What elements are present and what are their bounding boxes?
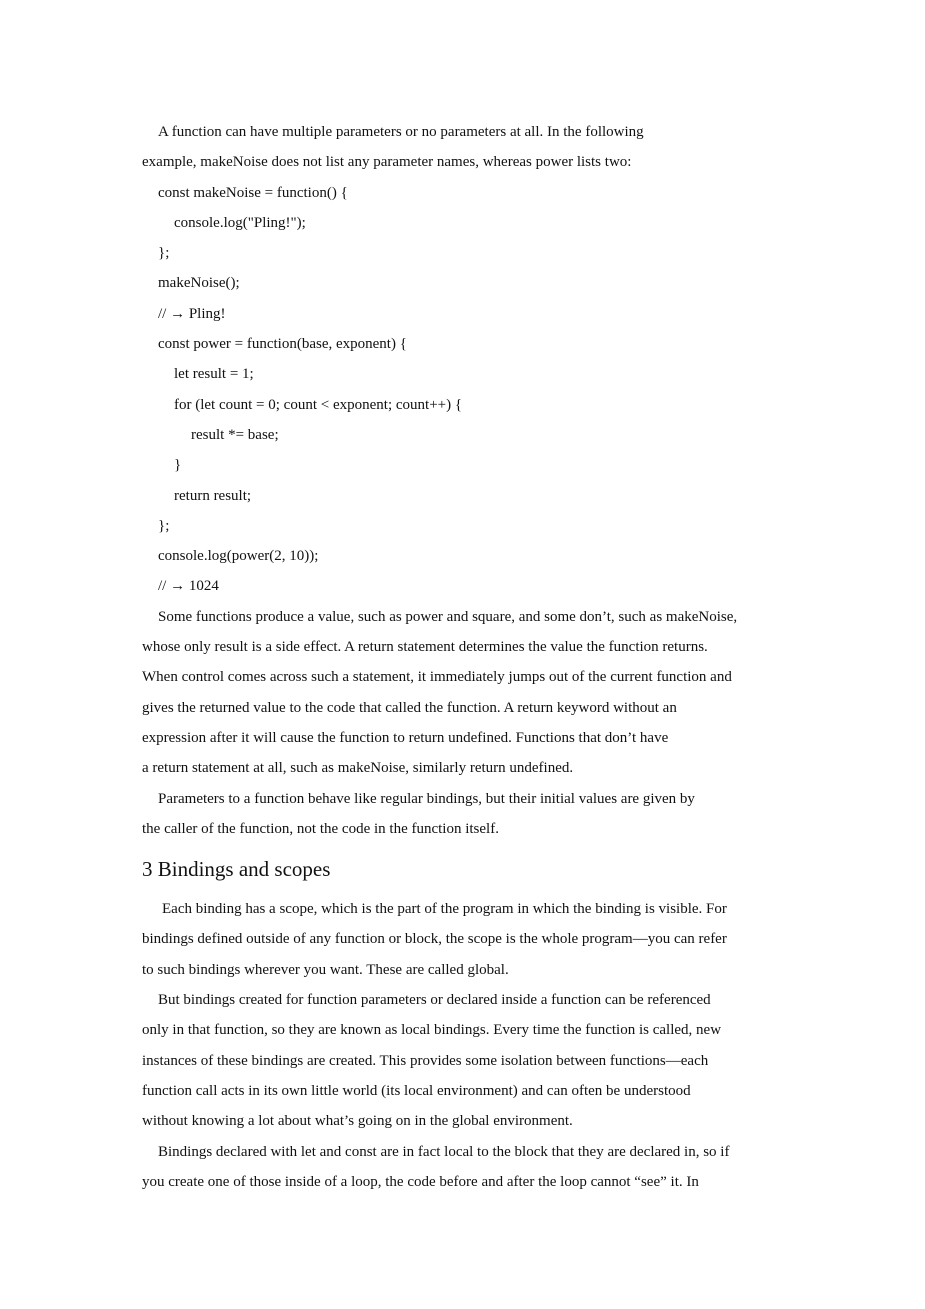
paragraph-line: But bindings created for function parameters or declared inside a function can be referenced xyxy=(158,992,711,1009)
paragraph-line: only in that function, so they are known as local bindings. Every time the function is called, new xyxy=(142,1022,722,1039)
code-line: makeNoise(); xyxy=(158,275,240,292)
paragraph-line: When control comes across such a statement, it immediately jumps out of the current function and xyxy=(142,669,732,686)
paragraph-line: bindings defined outside of any function or block, the scope is the whole program—you can refer xyxy=(142,931,727,948)
paragraph-line: without knowing a lot about what’s going on in the global environment. xyxy=(142,1113,573,1130)
paragraph-line: instances of these bindings are created. This provides some isolation between functions—each xyxy=(142,1052,709,1069)
paragraph-line: whose only result is a side effect. A return statement determines the value the function returns. xyxy=(142,639,708,656)
code-line: const makeNoise = function() { xyxy=(158,184,348,201)
code-example xyxy=(142,178,802,602)
code-line: return result; xyxy=(174,487,252,504)
paragraph-line: you create one of those inside of a loop, the code before and after the loop cannot “see” it. In xyxy=(142,1173,699,1190)
intro-line: example, makeNoise does not list any parameter names, whereas power lists two: xyxy=(142,154,632,171)
intro-line: A function can have multiple parameters or no parameters at all. In the following xyxy=(158,124,644,140)
scope-paragraph xyxy=(142,894,802,985)
section-heading: 3 Bindings and scopes xyxy=(142,857,331,882)
code-line: result *= base; xyxy=(191,426,279,443)
paragraph-line: Each binding has a scope, which is the part of the program in which the binding is visible. For xyxy=(162,901,727,918)
code-line: let result = 1; xyxy=(174,366,254,383)
code-line: }; xyxy=(158,517,170,534)
block-scope-paragraph xyxy=(142,1137,802,1198)
code-line: for (let count = 0; count < exponent; count++) { xyxy=(174,396,463,413)
code-line: // → 1024 xyxy=(158,578,219,595)
code-line: console.log("Pling!"); xyxy=(174,214,306,231)
code-line: }; xyxy=(158,245,170,262)
paragraph-line: to such bindings wherever you want. These are called global. xyxy=(142,961,509,978)
paragraph-line: Bindings declared with let and const are in fact local to the block that they are declared in, so if xyxy=(158,1143,730,1160)
code-line: console.log(power(2, 10)); xyxy=(158,548,319,565)
local-bindings-paragraph xyxy=(142,985,802,1136)
parameters-paragraph xyxy=(142,784,802,845)
code-line: const power = function(base, exponent) { xyxy=(158,336,407,353)
paragraph-line: the caller of the function, not the code in the function itself. xyxy=(142,820,499,837)
paragraph-line: gives the returned value to the code that called the function. A return keyword without an xyxy=(142,699,677,716)
paragraph-line: a return statement at all, such as makeNoise, similarly return undefined. xyxy=(142,760,574,777)
return-paragraph xyxy=(142,602,802,784)
page-content xyxy=(142,117,802,1197)
paragraph-line: function call acts in its own little world (its local environment) and can often be understood xyxy=(142,1082,691,1099)
paragraph-line: Some functions produce a value, such as power and square, and some don’t, such as makeNoise, xyxy=(158,608,738,625)
paragraph-line: Parameters to a function behave like regular bindings, but their initial values are given by xyxy=(158,790,695,807)
code-line: // → Pling! xyxy=(158,305,226,322)
intro-paragraph xyxy=(142,117,802,178)
paragraph-line: expression after it will cause the function to return undefined. Functions that don’t have xyxy=(142,729,669,746)
code-line: } xyxy=(174,457,182,474)
